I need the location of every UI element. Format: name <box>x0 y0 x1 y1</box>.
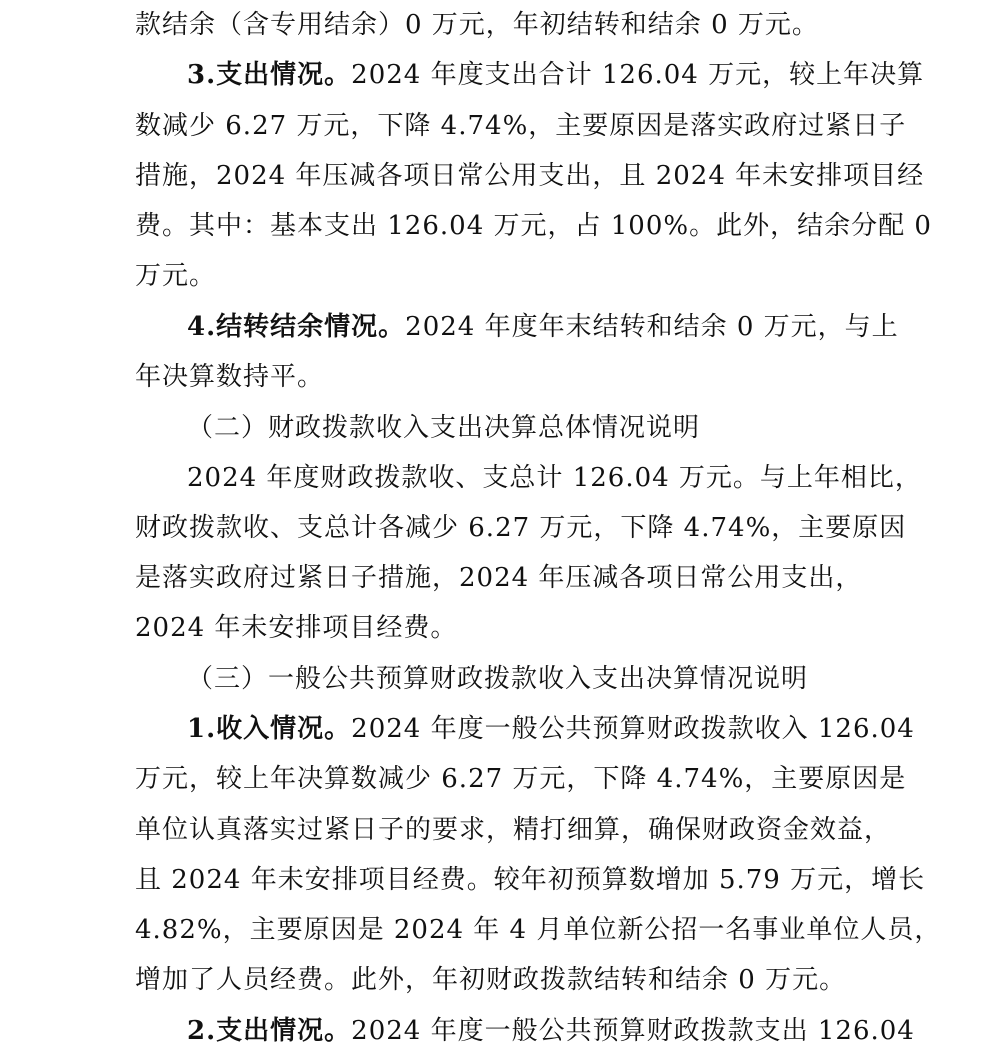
text-line <box>135 762 906 796</box>
line-text: 是落实政府过紧日子措施，2024 年压减各项日常公用支出， <box>135 563 863 593</box>
text-line <box>135 209 932 243</box>
text-line <box>135 8 819 42</box>
text-line <box>187 310 899 344</box>
line-text: 万元，较上年决算数减少 6.27 万元，下降 4.74%，主要原因是 <box>135 764 907 794</box>
line-text: 款结余（含专用结余）0 万元，年初结转和结余 0 万元。 <box>135 10 819 40</box>
line-text: 且 2024 年未安排项目经费。较年初预算数增加 5.79 万元，增长 <box>135 865 926 895</box>
line-text: 2024 年度年末结转和结余 0 万元，与上 <box>405 312 899 342</box>
text-line <box>135 159 924 193</box>
line-text: 2024 年度支出合计 126.04 万元，较上年决算 <box>351 60 925 90</box>
text-line <box>135 963 846 997</box>
line-heading: 2.支出情况。 <box>187 1016 352 1046</box>
text-line <box>135 561 862 595</box>
text-line <box>135 511 906 545</box>
line-text: 2024 年度财政拨款收、支总计 126.04 万元。与上年相比， <box>187 463 922 493</box>
line-text: （二）财政拨款收入支出决算总体情况说明 <box>187 413 701 443</box>
line-text: 数减少 6.27 万元，下降 4.74%，主要原因是落实政府过紧日子 <box>135 111 907 141</box>
section-heading <box>187 662 808 696</box>
line-text: 2024 年度一般公共预算财政拨款收入 126.04 <box>351 714 915 744</box>
text-line <box>187 58 924 92</box>
line-heading: 3.支出情况。 <box>187 60 352 90</box>
line-heading: 1.收入情况。 <box>187 714 352 744</box>
text-line <box>135 259 216 293</box>
line-text: （三）一般公共预算财政拨款收入支出决算情况说明 <box>187 664 809 694</box>
line-heading: 4.结转结余情况。 <box>187 312 406 342</box>
line-text: 万元。 <box>135 261 217 291</box>
line-text: 单位认真落实过紧日子的要求，精打细算，确保财政资金效益， <box>135 815 892 845</box>
text-line <box>135 813 891 847</box>
text-line <box>187 461 922 495</box>
text-line <box>135 109 906 143</box>
line-text: 费。其中：基本支出 126.04 万元，占 100%。此外，结余分配 0 <box>135 211 932 241</box>
line-text: 2024 年度一般公共预算财政拨款支出 126.04 <box>351 1016 915 1046</box>
line-text: 4.82%，主要原因是 2024 年 4 月单位新公招一名事业单位人员， <box>135 915 942 945</box>
text-line <box>187 712 915 746</box>
text-line <box>135 913 941 947</box>
line-text: 措施，2024 年压减各项日常公用支出，且 2024 年未安排项目经 <box>135 161 925 191</box>
line-text: 增加了人员经费。此外，年初财政拨款结转和结余 0 万元。 <box>135 965 847 995</box>
text-line <box>135 863 925 897</box>
section-heading <box>187 411 700 445</box>
line-text: 财政拨款收、支总计各减少 6.27 万元，下降 4.74%，主要原因 <box>135 513 907 543</box>
text-line <box>135 360 324 394</box>
text-line <box>135 611 457 645</box>
line-text: 年决算数持平。 <box>135 362 325 392</box>
text-line <box>187 1014 915 1048</box>
line-text: 2024 年未安排项目经费。 <box>135 613 458 643</box>
